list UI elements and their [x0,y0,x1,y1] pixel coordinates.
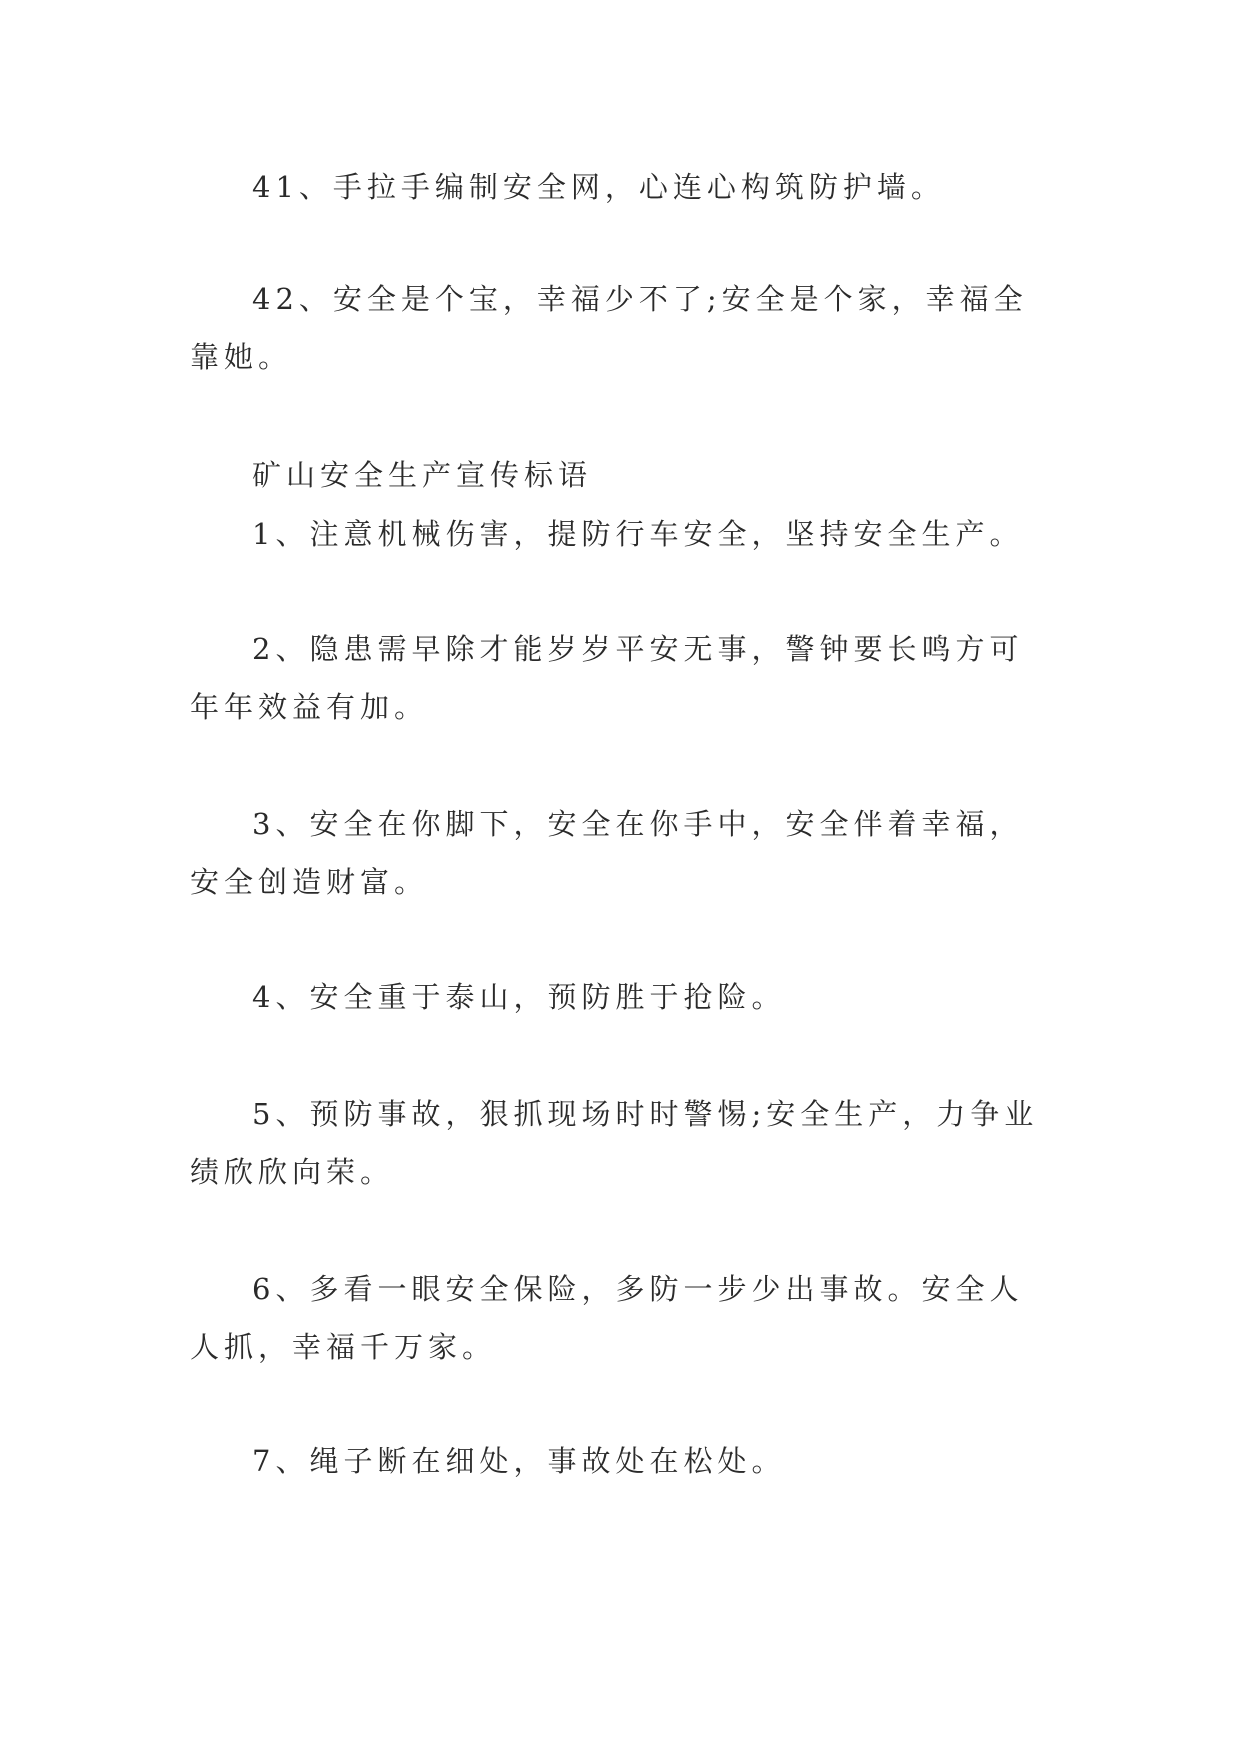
slogan-5: 5、预防事故，狠抓现场时时警惕;安全生产，力争业绩欣欣向荣。 [190,1097,1039,1189]
slogan-6: 6、多看一眼安全保险，多防一步少出事故。安全人人抓，幸福千万家。 [190,1272,1024,1364]
slogan-3: 3、安全在你脚下，安全在你手中，安全伴着幸福，安全创造财富。 [190,807,1024,899]
section-heading: 矿山安全生产宣传标语 [252,458,593,492]
slogan-2: 2、隐患需早除才能岁岁平安无事，警钟要长鸣方可年年效益有加。 [190,632,1024,724]
slogan-41: 41、手拉手编制安全网，心连心构筑防护墙。 [252,170,945,204]
slogan-1: 1、注意机械伤害，提防行车安全，坚持安全生产。 [252,517,1024,551]
slogan-42: 42、安全是个宝，幸福少不了;安全是个家，幸福全靠她。 [190,282,1028,374]
slogan-4: 4、安全重于泰山，预防胜于抢险。 [252,980,786,1014]
slogan-7: 7、绳子断在细处，事故处在松处。 [252,1444,786,1478]
